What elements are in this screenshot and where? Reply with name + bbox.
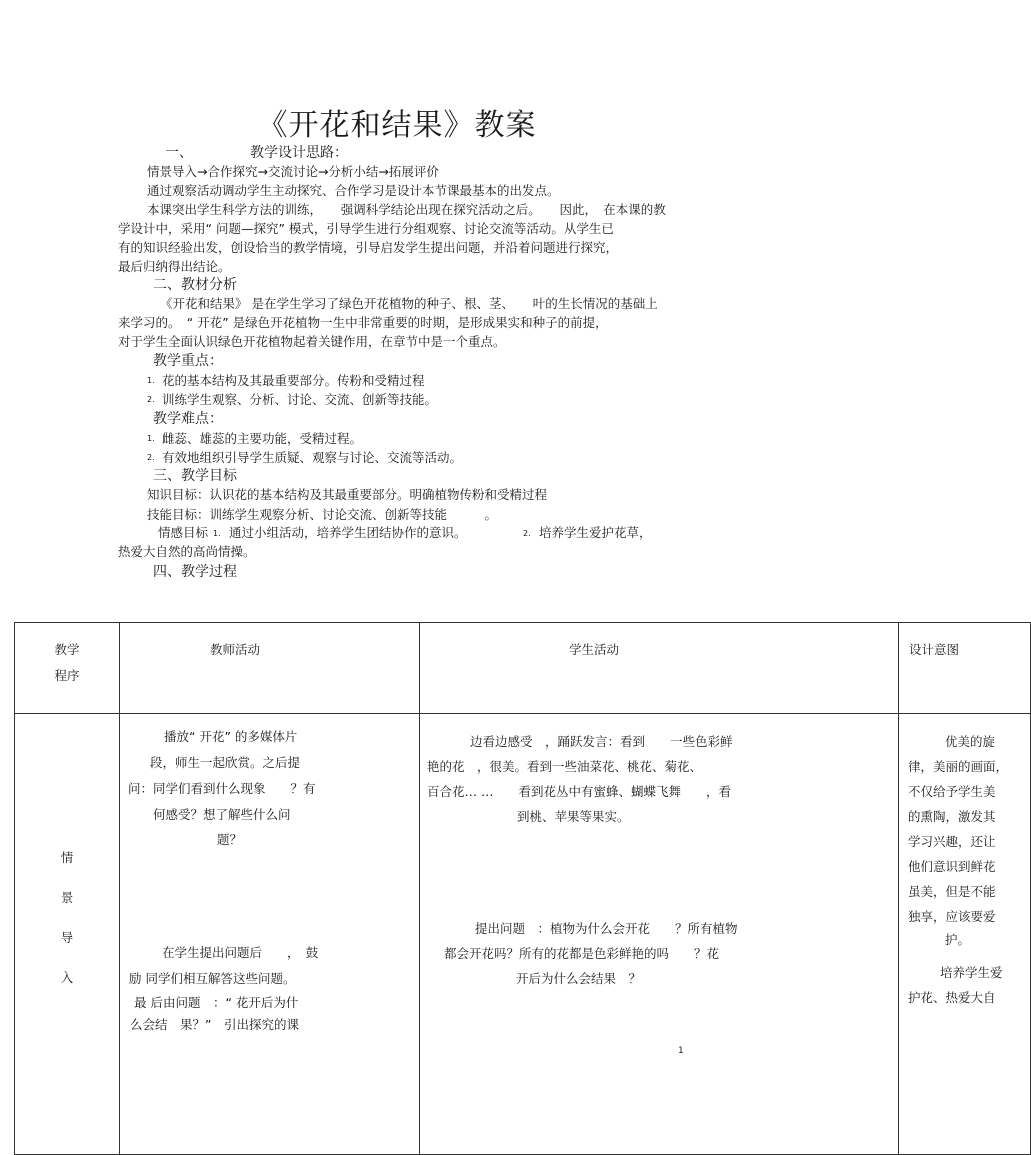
- section1-flow: 情景导入→合作探究→交流讨论→分析小结→拓展评价: [147, 164, 439, 179]
- emotion-objective-continued: 热爱大自然的高尚情操。: [118, 544, 256, 559]
- header-cell-procedure: [15, 623, 120, 714]
- emotion-objective-label: 情感目标: [158, 525, 209, 540]
- header-cell-intent: [899, 623, 1031, 714]
- emotion-objective-2: 培养学生爱护花草，: [539, 525, 652, 540]
- student-activity-line: 提出问题 ：植物为什么会开花 ？所有植物: [475, 921, 738, 936]
- section1-number: 一、: [165, 145, 193, 161]
- difficult-point-2: 有效地组织引导学生质疑、观察与讨论、交流等活动。: [162, 450, 463, 465]
- section3-heading: 三、教学目标: [153, 468, 237, 484]
- difficult-point-1: 雌蕊、雄蕊的主要功能，受精过程。: [162, 431, 363, 446]
- student-activity-line: 到桃、苹果等果实。: [517, 809, 630, 824]
- teacher-activity-line: 最 后由问题 ：“ 花开后为什: [134, 995, 299, 1010]
- key-points-heading: 教学重点：: [153, 353, 223, 369]
- teacher-activity-line: 题？: [217, 832, 243, 847]
- student-activity-line: 百合花… … 看到花丛中有蜜蜂、蝴蝶飞舞 ，看: [427, 784, 731, 799]
- header-procedure-line1: 教学: [54, 642, 80, 657]
- design-intent-line: 他们意识到鲜花: [908, 859, 996, 874]
- difficult-point-2-number: 2.: [147, 453, 155, 462]
- design-intent-line: 不仅给予学生美: [908, 784, 996, 799]
- design-intent-line: 独享，应该要爱: [908, 909, 996, 924]
- teacher-activity-line: 播放“ 开花” 的多媒体片: [164, 729, 298, 744]
- teacher-activity-line: 问：同学们看到什么现象 ？有: [128, 781, 316, 796]
- document-title: 《开花和结果》教案: [257, 108, 537, 143]
- section1-para2-line4: 最后归纳得出结论。: [118, 259, 231, 274]
- design-intent-line: 学习兴趣，还让: [908, 834, 996, 849]
- teacher-activity-line: 何感受？想了解些什么问: [153, 807, 291, 822]
- stage-char-2: 景: [60, 890, 74, 905]
- stage-char-1: 情: [60, 850, 74, 865]
- header-cell-student: [420, 623, 899, 714]
- section2-heading: 二、教材分析: [153, 277, 237, 293]
- key-point-2: 训练学生观察、分析、讨论、交流、创新等技能。: [162, 392, 438, 407]
- design-intent-line: 虽美，但是不能: [908, 884, 996, 899]
- difficult-points-heading: 教学难点：: [153, 411, 223, 427]
- design-intent-line: 的熏陶，激发其: [908, 809, 996, 824]
- design-intent-line: 护。: [945, 932, 971, 947]
- section1-para2-line1: 本课突出学生科学方法的训练， 强调科学结论出现在探究活动之后。 因此， 在本课的教: [147, 202, 666, 217]
- section2-para-line3: 对于学生全面认识绿色开花植物起着关键作用，在章节中是一个重点。: [118, 334, 506, 349]
- design-intent-line: 护花、热爱大自: [908, 990, 996, 1005]
- teacher-activity-cell: [120, 714, 420, 1155]
- header-cell-teacher: [120, 623, 420, 714]
- design-intent-line: 优美的旋: [945, 734, 996, 749]
- knowledge-objective: 知识目标：认识花的基本结构及其最重要部分。明确植物传粉和受精过程: [147, 487, 548, 502]
- difficult-point-1-number: 1.: [147, 434, 155, 443]
- key-point-1-number: 1.: [147, 376, 155, 385]
- page-number: 1: [678, 1046, 684, 1056]
- section2-para-line1: 《开花和结果》 是在学生学习了绿色开花植物的种子、根、茎、 叶的生长情况的基础上: [160, 296, 658, 311]
- design-intent-line: 律，美丽的画面，: [908, 759, 1009, 774]
- student-activity-cell: [420, 714, 899, 1155]
- table-header-row: [15, 623, 1031, 714]
- table-row: [15, 714, 1031, 1155]
- header-teacher-activity: 教师活动: [210, 642, 261, 657]
- header-procedure-line2: 程序: [54, 668, 80, 683]
- header-design-intent: 设计意图: [909, 642, 960, 657]
- section1-para2-line3: 有的知识经验出发，创设恰当的教学情境，引导启发学生提出问题，并沿着问题进行探究，: [118, 240, 619, 255]
- emotion-objective-2-number: 2.: [523, 529, 531, 538]
- design-intent-line: 培养学生爱: [940, 965, 1003, 980]
- key-point-2-number: 2.: [147, 395, 155, 404]
- lesson-process-table: [14, 622, 1031, 1155]
- student-activity-line: 边看边感受 ，踊跃发言：看到 一些色彩鲜: [470, 734, 733, 749]
- teacher-activity-line: 段，师生一起欣赏。之后提: [150, 755, 301, 770]
- section2-para-line2: 来学习的。 “ 开花” 是绿色开花植物一生中非常重要的时期，是形成果实和种子的前提，: [118, 315, 608, 330]
- section1-heading: 教学设计思路：: [250, 145, 348, 161]
- student-activity-line: 艳的花 ，很美。看到一些油菜花、桃花、菊花、: [427, 759, 703, 774]
- section1-para1: 通过观察活动调动学生主动探究、合作学习是设计本节课最基本的出发点。: [147, 183, 560, 198]
- teacher-activity-line: 在学生提出问题后 ， 鼓: [162, 945, 319, 960]
- skill-objective: 技能目标：训练学生观察分析、讨论交流、创新等技能 。: [147, 507, 498, 522]
- emotion-objective-1: 通过小组活动，培养学生团结协作的意识。: [229, 525, 467, 540]
- student-activity-line: 都会开花吗？所有的花都是色彩鲜艳的吗 ？花: [444, 946, 720, 961]
- design-intent-cell: [899, 714, 1031, 1155]
- key-point-1: 花的基本结构及其最重要部分。传粉和受精过程: [162, 373, 425, 388]
- student-activity-line: 开后为什么会结果 ？: [516, 971, 642, 986]
- stage-char-3: 导: [60, 930, 74, 945]
- stage-char-4: 入: [60, 970, 74, 985]
- stage-cell: [15, 714, 120, 1155]
- teacher-activity-line: 么会结 果？” 引出探究的课: [130, 1017, 299, 1032]
- section4-heading: 四、教学过程: [153, 564, 237, 580]
- emotion-objective-1-number: 1.: [213, 529, 221, 538]
- header-student-activity: 学生活动: [569, 642, 620, 657]
- teacher-activity-line: 励 同学们相互解答这些问题。: [129, 971, 296, 986]
- section1-para2-line2: 学设计中，采用“ 问题—探究” 模式，引导学生进行分组观察、讨论交流等活动。从学生已: [118, 221, 614, 236]
